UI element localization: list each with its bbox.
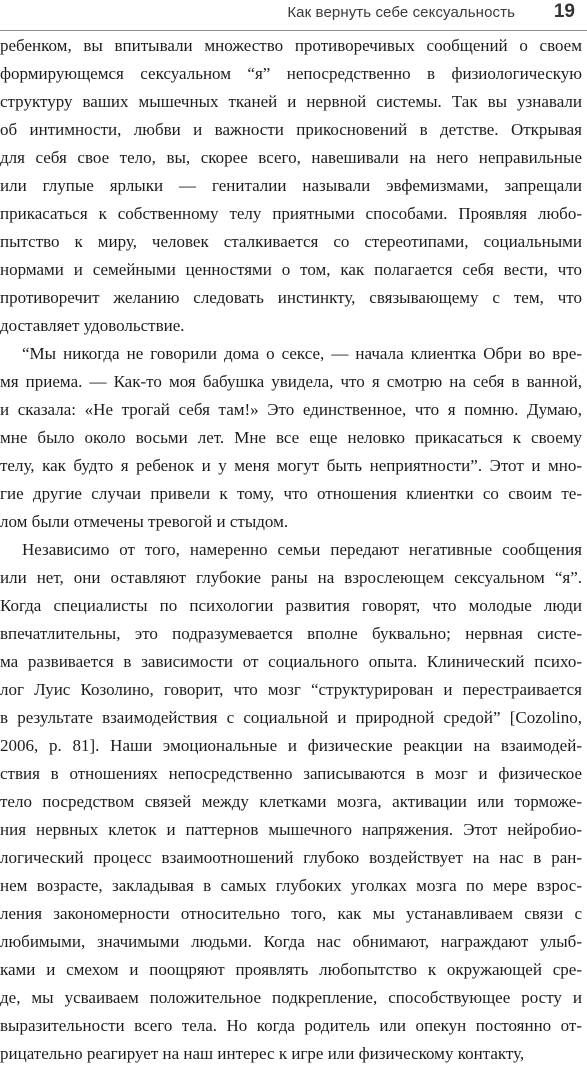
text-line: 2006, p. 81]. Наши эмоциональные и физические реакции на взаимодей-: [0, 736, 582, 755]
text-line: ления закономерности относительно того, как мы устанавливаем связи с: [0, 904, 582, 923]
text-line: лог Луис Козолино, говорит, что мозг “структурирован и перестраивается: [0, 680, 582, 699]
text-line: логический процесс взаимоотношений глубоко воздействует на нас в ран-: [0, 848, 582, 867]
paragraph: [0, 340, 582, 536]
text-line: пытство к миру, человек сталкивается со стереотипами, социальными: [0, 232, 582, 251]
text-line: нем возрасте, закладывая в самых глубоких уголках мозга по мере взрос-: [0, 876, 582, 895]
running-header-title: Как вернуть себе сексуальность: [287, 4, 515, 21]
text-line: ния нервных клеток и паттернов мышечного напряжения. Этот нейробио-: [0, 820, 582, 839]
text-line: рицательно реагирует на наш интерес к игре или физическому контакту,: [0, 1044, 525, 1063]
running-header: [0, 0, 587, 31]
text-line: впечатлительны, это подразумевается вполне буквально; нервная систе-: [0, 624, 582, 643]
text-line: ребенком, вы впитывали множество противоречивых сообщений о своем: [0, 36, 582, 55]
text-line: Независимо от того, намеренно семьи передают негативные сообщения: [22, 540, 582, 559]
text-line: ма развивается в зависимости от социального опыта. Клинический психо-: [0, 652, 582, 671]
paragraph: [0, 32, 582, 340]
text-line: прикасаться к собственному телу приятными способами. Проявляя любо-: [0, 204, 582, 223]
text-line: выразительности всего тела. Но когда родитель или опекун постоянно от-: [0, 1016, 582, 1035]
text-line: доставляет удовольствие.: [0, 316, 185, 335]
text-line: мя приема. — Как-то моя бабушка увидела, что я смотрю на себя в ванной,: [0, 372, 582, 391]
text-line: в результате взаимодействия с социальной и природной средой” [Cozolino,: [0, 708, 582, 727]
text-line: об интимности, любви и важности прикосновений в детстве. Открывая: [0, 120, 582, 139]
text-line: противоречит желанию следовать инстинкту, связывающему с тем, что: [0, 288, 582, 307]
text-line: формирующемся сексуальном “я” непосредственно в физиологическую: [0, 64, 582, 83]
text-line: ствия в отношениях непосредственно записываются в мозг и физическое: [0, 764, 582, 783]
page-number: 19: [553, 1, 575, 22]
text-line: или нет, они оставляют глубокие раны на взрослеющем сексуальном “я”.: [0, 568, 582, 587]
text-line: де, мы усваиваем положительное подкрепление, способствующее росту и: [0, 988, 582, 1007]
text-line: или глупые ярлыки — гениталии называли эвфемизмами, запрещали: [0, 176, 582, 195]
text-line: тело посредством связей между клетками мозга, активации или торможе-: [0, 792, 582, 811]
body-text: [0, 32, 582, 1068]
text-line: Когда специалисты по психологии развития говорят, что молодые люди: [0, 596, 582, 615]
text-line: структуру ваших мышечных тканей и нервной системы. Так вы узнавали: [0, 92, 582, 111]
paragraph: [0, 536, 582, 1068]
text-line: и сказала: «Не трогай себя там!» Это единственное, что я помню. Думаю,: [0, 400, 582, 419]
text-line: ками и смехом и поощряют проявлять любопытство к окружающей сре-: [0, 960, 582, 979]
text-line: лом были отмечены тревогой и стыдом.: [0, 512, 289, 531]
text-line: нормами и семейными ценностями о том, как полагается себя вести, что: [0, 260, 582, 279]
text-line: гие другие случаи привели к тому, что отношения клиентки со своим те-: [0, 484, 582, 503]
text-line: “Мы никогда не говорили дома о сексе, — начала клиентка Обри во вре-: [22, 344, 582, 363]
text-line: любимыми, значимыми людьми. Когда нас обнимают, награждают улыб-: [0, 932, 582, 951]
text-line: для себя свое тело, вы, скорее всего, навешивали на него неправильные: [0, 148, 582, 167]
text-line: телу, как будто я ребенок и у меня могут быть неприятности”. Этот и мно-: [0, 456, 582, 475]
text-line: мне было около восьми лет. Мне все еще неловко прикасаться к своему: [0, 428, 582, 447]
